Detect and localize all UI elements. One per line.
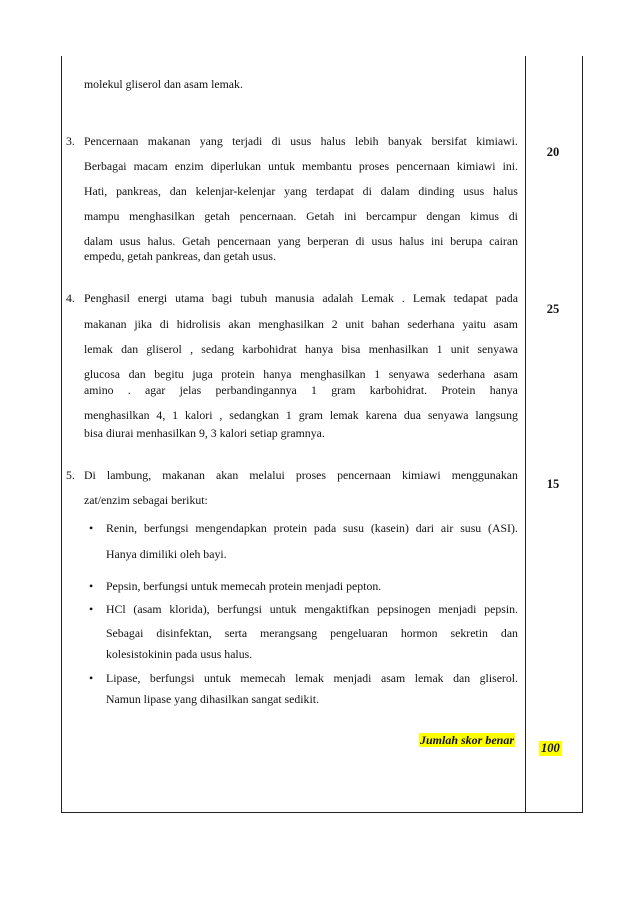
bullet-3-line-2: Sebagai disinfektan, serta merangsang pengeluaran hormon sekretin dan bbox=[106, 626, 518, 640]
item-4-line-7: bisa diurai menhasilkan 9, 3 kalori setiap gramnya. bbox=[84, 426, 325, 440]
item-3-line-4: mampu menghasilkan getah pencernaan. Getah ini bercampur dengan kimus di bbox=[84, 209, 518, 223]
total-score-label: Jumlah skor benar bbox=[420, 733, 515, 747]
bullet-1-line-1: Renin, berfungsi mengendapkan protein pada susu (kasein) dari air susu (ASI). bbox=[106, 521, 518, 535]
bullet-icon: • bbox=[89, 521, 94, 535]
item-3-line-3: Hati, pankreas, dan kelenjar-kelenjar yang terdapat di dalam dinding usus halus bbox=[84, 184, 518, 198]
bullet-3-line-1: HCl (asam klorida), berfungsi untuk mengaktifkan pepsinogen menjadi pepsin. bbox=[106, 602, 518, 616]
bullet-4-line-1: Lipase, berfungsi untuk memecah lemak menjadi asam lemak dan gliserol. bbox=[106, 671, 518, 685]
bullet-icon: • bbox=[89, 602, 94, 616]
item-4-line-4: glucosa dan begitu juga protein hanya menghasilkan 1 senyawa sederhana asam bbox=[84, 367, 518, 381]
item-3-line-1: Pencernaan makanan yang terjadi di usus halus lebih banyak bersifat kimiawi. bbox=[84, 134, 518, 148]
item-number-4: 4. bbox=[66, 291, 75, 305]
item-3-line-2: Berbagai macam enzim diperlukan untuk membantu proses pencernaan kimiawi ini. bbox=[84, 159, 518, 173]
continuation-line: molekul gliserol dan asam lemak. bbox=[84, 77, 243, 91]
item-4-line-5: amino . agar jelas perbandingannya 1 gram karbohidrat. Protein hanya bbox=[84, 383, 518, 397]
item-4-line-6: menghasilkan 4, 1 kalori , sedangkan 1 gram lemak karena dua senyawa langsung bbox=[84, 408, 518, 422]
total-score-value: 100 bbox=[541, 741, 560, 755]
item-4-line-1: Penghasil energi utama bagi tubuh manusia adalah Lemak . Lemak tedapat pada bbox=[84, 291, 518, 305]
bullet-icon: • bbox=[89, 579, 94, 593]
item-4-line-3: lemak dan gliserol , sedang karbohidrat hanya bisa menhasilkan 1 unit senyawa bbox=[84, 342, 518, 356]
item-3-line-5: dalam usus halus. Getah pencernaan yang berperan di usus halus ini berupa cairan bbox=[84, 234, 518, 248]
bullet-3-line-3: kolesistokinin pada usus halus. bbox=[106, 647, 253, 661]
bullet-icon: • bbox=[89, 671, 94, 685]
bullet-4-line-2: Namun lipase yang dihasilkan sangat sedikit. bbox=[106, 692, 319, 706]
item-5-line-1: Di lambung, makanan akan melalui proses pencernaan kimiawi menggunakan bbox=[84, 468, 518, 482]
item-3-line-6: empedu, getah pankreas, dan getah usus. bbox=[84, 249, 276, 263]
item-number-3: 3. bbox=[66, 134, 75, 148]
score-item-3: 20 bbox=[546, 145, 560, 159]
item-4-line-2: makanan jika di hidrolisis akan menghasilkan 2 unit bahan sederhana yaitu asam bbox=[84, 317, 518, 331]
bullet-1-line-2: Hanya dimiliki oleh bayi. bbox=[106, 547, 227, 561]
bullet-2-line-1: Pepsin, berfungsi untuk memecah protein menjadi pepton. bbox=[106, 579, 382, 593]
item-number-5: 5. bbox=[66, 468, 75, 482]
item-5-line-2: zat/enzim sebagai berikut: bbox=[84, 493, 208, 507]
score-item-4: 25 bbox=[546, 302, 560, 316]
score-item-5: 15 bbox=[546, 477, 560, 491]
score-column-divider bbox=[525, 56, 526, 812]
